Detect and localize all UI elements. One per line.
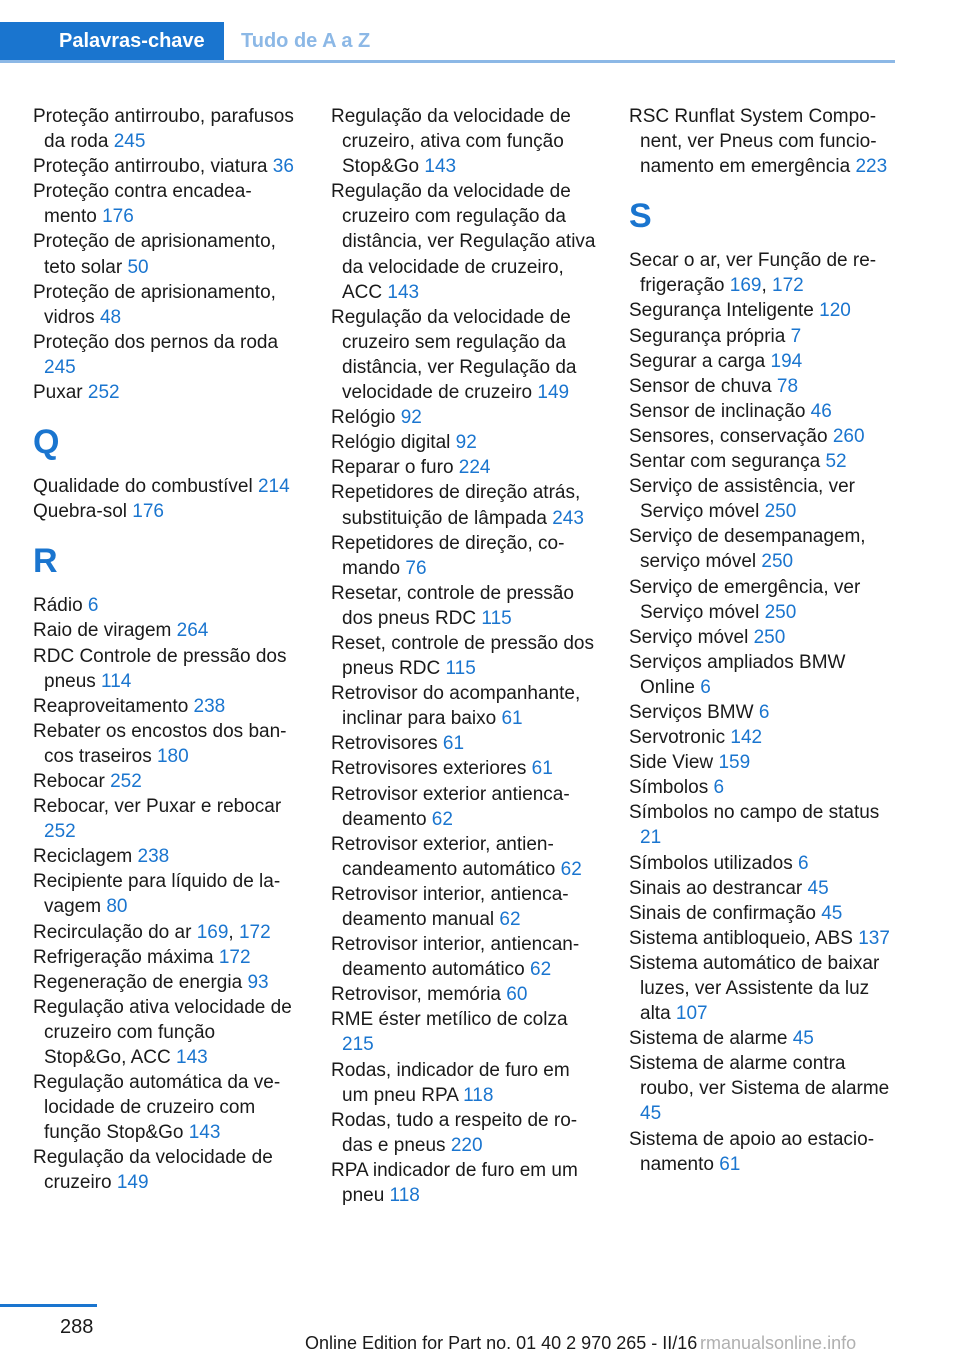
page-link[interactable]: 143 (188, 1122, 221, 1144)
page-link[interactable]: 45 (821, 902, 843, 924)
page-link[interactable]: 62 (431, 808, 453, 830)
index-term: Sistema de alarme contra roubo, ver Sistema de alarme (629, 1053, 890, 1100)
index-entry (331, 731, 596, 756)
page-link[interactable]: 45 (792, 1028, 814, 1050)
page-link[interactable]: 46 (810, 400, 832, 422)
index-term: Proteção antirroubo, parafusos da roda (33, 106, 294, 153)
index-entry (33, 794, 298, 844)
index-term: Reaproveitamento (33, 695, 194, 717)
index-term: Proteção antirroubo, viatura (33, 156, 273, 178)
index-entry (331, 1058, 596, 1108)
index-entry (629, 876, 894, 901)
page-link[interactable]: 149 (116, 1172, 149, 1194)
index-term: Serviço de desempanagem, serviço móvel (629, 526, 866, 573)
index-term: Sistema automático de baixar luzes, ver Assistente da luz alta (629, 952, 880, 1025)
page-link[interactable]: 159 (718, 752, 751, 774)
index-entry (33, 970, 298, 995)
page-link[interactable]: 107 (675, 1003, 708, 1025)
index-entry (33, 719, 298, 769)
index-term: Sinais de confirmação (629, 902, 822, 924)
index-entry (33, 844, 298, 869)
page-link[interactable]: 61 (719, 1153, 741, 1175)
index-entry (331, 405, 596, 430)
index-entry (33, 474, 298, 499)
index-term: Sentar com segurança (629, 451, 826, 473)
index-term: Raio de viragem (33, 620, 177, 642)
index-term: Refrigeração máxima (33, 946, 219, 968)
page-link[interactable]: 214 (257, 476, 290, 498)
index-entry (629, 575, 894, 625)
page-link[interactable]: 92 (400, 407, 422, 429)
tab-palavras-chave[interactable]: Palavras-chave (0, 22, 224, 60)
index-column-1 (33, 104, 298, 1196)
page-link[interactable]: 61 (531, 758, 553, 780)
index-term: Símbolos utilizados (629, 852, 798, 874)
index-term: Segurança Inteligente (629, 300, 820, 322)
index-term: Serviços ampliados BMW Online (629, 651, 846, 698)
index-term: Relógio (331, 407, 401, 429)
index-term: Reparar o furo (331, 457, 459, 479)
page-link[interactable]: 180 (156, 745, 189, 767)
index-term: Proteção dos pernos da roda (33, 331, 279, 353)
index-entry (331, 1007, 596, 1057)
page-link[interactable]: 143 (387, 281, 420, 303)
index-term: Sensor de chuva (629, 375, 777, 397)
page-separator: , (228, 921, 239, 943)
index-entry (33, 618, 298, 643)
index-term: Rodas, indicador de furo em um pneu RPA (331, 1059, 570, 1106)
index-entry (629, 474, 894, 524)
index-term: Regulação ativa velocidade de cruzeiro com função Stop&Go, ACC (33, 996, 292, 1068)
page-link[interactable]: 260 (832, 425, 865, 447)
page-link[interactable]: 6 (758, 701, 770, 723)
index-entry (331, 932, 596, 982)
index-entry (331, 581, 596, 631)
index-column-3 (629, 104, 894, 1177)
index-entry (33, 1070, 298, 1145)
index-term: Sistema de alarme (629, 1028, 793, 1050)
page-link[interactable]: 6 (87, 595, 99, 617)
index-entry (629, 104, 894, 179)
index-entry (33, 1145, 298, 1195)
page-link[interactable]: 6 (713, 777, 725, 799)
index-term: Repetidores de direção atrás, substituição de lâmpada (331, 482, 581, 529)
page-link[interactable]: 169 (196, 921, 229, 943)
page-link[interactable]: 243 (552, 507, 584, 529)
page-link[interactable]: 118 (389, 1185, 420, 1207)
index-entry (629, 750, 894, 775)
index-term: Serviço móvel (629, 626, 754, 648)
page-link[interactable]: 143 (424, 156, 457, 178)
index-term: Qualidade do combustível (33, 476, 258, 498)
index-entry (629, 349, 894, 374)
index-term: RME éster metílico de colza (331, 1009, 568, 1031)
page-link[interactable]: 149 (537, 382, 570, 404)
index-term: Puxar (33, 382, 88, 404)
index-entry (331, 832, 596, 882)
page-link[interactable]: 238 (193, 695, 226, 717)
section-letter: Q (33, 423, 60, 462)
index-term: Proteção de aprisionamento, teto solar (33, 231, 276, 278)
index-term: Rebocar (33, 770, 111, 792)
index-entry (33, 330, 298, 380)
header-tab-bar (0, 22, 895, 62)
index-entry (629, 700, 894, 725)
index-entry (33, 694, 298, 719)
page-link[interactable]: 245 (113, 131, 146, 153)
page-link[interactable]: 176 (132, 501, 164, 523)
index-column-2 (331, 104, 596, 1208)
footer-accent-line (0, 1304, 97, 1307)
index-term: Símbolos no campo de status (629, 802, 880, 824)
page-link[interactable]: 93 (247, 971, 269, 993)
index-entry (331, 455, 596, 480)
page-link[interactable]: 92 (455, 432, 477, 454)
index-entry (33, 769, 298, 794)
index-entry (33, 920, 298, 945)
page-link[interactable]: 238 (137, 846, 170, 868)
index-entry (33, 644, 298, 694)
page-link[interactable]: 220 (450, 1134, 483, 1156)
index-term: Retrovisor interior, antiencadeamento manual (331, 883, 569, 930)
index-term: Relógio digital (331, 432, 456, 454)
page-link[interactable]: 48 (99, 306, 122, 328)
index-entry (629, 424, 894, 449)
index-term: Reset, controle de pressão dos pneus RDC (331, 632, 594, 680)
section-letter: R (33, 542, 58, 581)
page-link[interactable]: 172 (218, 946, 251, 968)
index-entry (331, 1158, 596, 1208)
index-term: Retrovisor exterior antiencadeamento (331, 783, 570, 830)
index-term: Sensores, conservação (629, 425, 833, 447)
index-term: Resetar, controle de pressão dos pneus RDC (331, 582, 574, 629)
index-entry (629, 1051, 894, 1126)
index-term: Símbolos (629, 777, 714, 799)
index-entry (629, 524, 894, 574)
page-link[interactable]: 6 (700, 676, 711, 698)
page-link[interactable]: 45 (807, 877, 829, 899)
watermark: rmanualsonline.info (700, 1333, 857, 1353)
index-entry (629, 951, 894, 1026)
index-term: RDC Controle de pressão dos pneus (33, 645, 287, 692)
index-entry (33, 593, 298, 618)
index-term: Proteção de aprisionamento, vidros (33, 281, 276, 328)
index-entry (629, 775, 894, 800)
page-link[interactable]: 142 (730, 727, 763, 749)
index-term: Retrovisores exteriores (331, 758, 532, 780)
index-term: Serviços BMW (629, 701, 759, 723)
index-term: Retrovisor, memória (331, 984, 507, 1006)
index-term: Quebra-sol (33, 501, 133, 523)
index-term: Retrovisores (331, 733, 443, 755)
page-link[interactable]: 62 (530, 959, 552, 981)
index-term: Rebocar, ver Puxar e rebocar (33, 796, 282, 818)
page-link[interactable]: 252 (44, 821, 76, 843)
page-link[interactable]: 115 (481, 607, 512, 629)
page-link[interactable]: 78 (776, 375, 799, 397)
index-entry (33, 104, 298, 154)
page-link[interactable]: 76 (405, 557, 427, 579)
page-link[interactable]: 245 (44, 356, 76, 378)
index-entry (33, 499, 298, 524)
index-term: Proteção contra encadeamento (33, 181, 252, 228)
index-entry (629, 374, 894, 399)
page-link[interactable]: 172 (238, 921, 271, 943)
index-entry (331, 782, 596, 832)
page-link[interactable]: 62 (499, 909, 521, 930)
page-link[interactable]: 176 (102, 206, 134, 228)
page-link[interactable]: 172 (772, 275, 804, 297)
page-link[interactable]: 62 (560, 858, 582, 880)
index-term: Sensor de inclinação (629, 400, 811, 422)
edition-note: Online Edition for Part no. 01 40 2 970 265 - II/16 (305, 1333, 698, 1353)
index-term: Servotronic (629, 727, 731, 749)
index-entry (331, 531, 596, 581)
index-entry (33, 280, 298, 330)
page-link[interactable]: 223 (855, 156, 888, 178)
index-entry (331, 179, 596, 304)
index-entry (33, 995, 298, 1070)
index-term: Reciclagem (33, 846, 138, 868)
index-term: Segurar a carga (629, 350, 771, 372)
page-link[interactable]: 252 (110, 770, 142, 792)
page-link[interactable]: 50 (127, 256, 149, 278)
page-link[interactable]: 120 (819, 300, 851, 322)
page-link[interactable]: 215 (342, 1034, 374, 1056)
index-entry (629, 399, 894, 424)
page-link[interactable]: 118 (463, 1084, 494, 1106)
index-term: Rádio (33, 595, 88, 617)
page-link[interactable]: 250 (764, 601, 797, 623)
index-term: Retrovisor exterior, antiencandeamento automático (331, 833, 561, 880)
index-term: Regulação da velocidade de cruzeiro, ativa com função Stop&Go (331, 106, 571, 178)
page-link[interactable]: 61 (501, 708, 523, 730)
index-entry (33, 380, 298, 405)
page-link[interactable]: 45 (640, 1103, 662, 1125)
index-entry (331, 631, 596, 681)
page-link[interactable]: 169 (729, 275, 762, 297)
index-term: Regulação da velocidade de cruzeiro (33, 1147, 273, 1194)
page-link[interactable]: 114 (101, 670, 132, 692)
index-entry (629, 725, 894, 750)
page-link[interactable]: 6 (797, 852, 809, 874)
index-entry (33, 945, 298, 970)
index-entry (331, 1108, 596, 1158)
index-term: RPA indicador de furo em um pneu (331, 1159, 578, 1207)
index-term: Regulação da velocidade de cruzeiro sem regulação da distância, ver Regulação da velocidade de cruzeiro (331, 306, 577, 404)
page-link[interactable]: 115 (445, 658, 476, 680)
index-entry (629, 625, 894, 650)
index-entry (331, 756, 596, 781)
index-term: Segurança própria (629, 325, 791, 347)
section-letter: S (629, 197, 652, 236)
page-link[interactable]: 21 (640, 827, 662, 849)
index-term: Sistema de apoio ao estacionamento (629, 1128, 875, 1175)
page-link[interactable]: 250 (764, 501, 797, 523)
index-term: Recipiente para líquido de lavagem (33, 871, 281, 918)
index-entry (629, 248, 894, 298)
page-link[interactable]: 52 (825, 451, 847, 473)
index-entry (629, 1026, 894, 1051)
index-entry (629, 800, 894, 850)
index-entry (331, 480, 596, 530)
index-term: Regulação automática da velocidade de cruzeiro com função Stop&Go (33, 1072, 281, 1144)
page-link[interactable]: 137 (858, 927, 890, 949)
index-entry (33, 229, 298, 279)
index-entry (629, 650, 894, 700)
index-entry (33, 154, 298, 179)
index-term: Side View (629, 752, 719, 774)
page-link[interactable]: 143 (176, 1047, 208, 1068)
index-term: Regulação da velocidade de cruzeiro com regulação da distância, ver Regulação ativa da velocidade de cruzeiro, ACC (331, 181, 596, 303)
index-entry (331, 681, 596, 731)
index-term: Sinais ao destrancar (629, 877, 808, 899)
index-term: RSC Runflat System Component, ver Pneus com funcionamento em emergência (629, 106, 877, 178)
page-link[interactable]: 250 (753, 626, 786, 648)
index-entry (331, 430, 596, 455)
page-link[interactable]: 61 (442, 733, 465, 755)
page-link[interactable]: 80 (106, 896, 128, 918)
index-term: Repetidores de direção, comando (331, 532, 565, 579)
page-link[interactable]: 224 (458, 457, 491, 479)
index-term: Sistema antibloqueio, ABS (629, 927, 859, 949)
index-term: Retrovisor interior, antiencandeamento automático (331, 934, 580, 981)
page-link[interactable]: 7 (790, 325, 802, 347)
page-separator: , (761, 275, 773, 297)
index-term: Serviço de emergência, ver Serviço móvel (629, 576, 861, 623)
page-link[interactable]: 36 (272, 156, 294, 178)
page-link[interactable]: 250 (761, 551, 794, 573)
index-entry (331, 882, 596, 932)
index-entry (629, 324, 894, 349)
index-term: Retrovisor do acompanhante, inclinar para baixo (331, 683, 581, 730)
index-term: Serviço de assistência, ver Serviço móvel (629, 476, 855, 523)
index-entry (331, 104, 596, 179)
tab-tudo-de-a-a-z[interactable]: Tudo de A a Z (241, 30, 371, 52)
page-link[interactable]: 60 (506, 984, 528, 1006)
index-entry (33, 179, 298, 229)
page-link[interactable]: 252 (87, 382, 120, 404)
header-divider (0, 60, 895, 63)
index-entry (629, 298, 894, 323)
index-term: Rebater os encostos dos bancos traseiros (33, 720, 287, 767)
index-term: Recirculação do ar (33, 921, 197, 943)
index-entry (629, 449, 894, 474)
index-entry (331, 982, 596, 1007)
index-entry (331, 305, 596, 405)
index-term: Regeneração de energia (33, 971, 248, 993)
page-number: 288 (60, 1316, 94, 1338)
page-link[interactable]: 194 (770, 350, 803, 372)
index-term: Rodas, tudo a respeito de rodas e pneus (331, 1109, 578, 1156)
page-link[interactable]: 264 (176, 620, 209, 642)
index-entry (629, 851, 894, 876)
index-entry (629, 926, 894, 951)
index-entry (629, 901, 894, 926)
index-term: Secar o ar, ver Função de refrigeração (629, 250, 877, 297)
index-entry (629, 1127, 894, 1177)
index-entry (33, 869, 298, 919)
